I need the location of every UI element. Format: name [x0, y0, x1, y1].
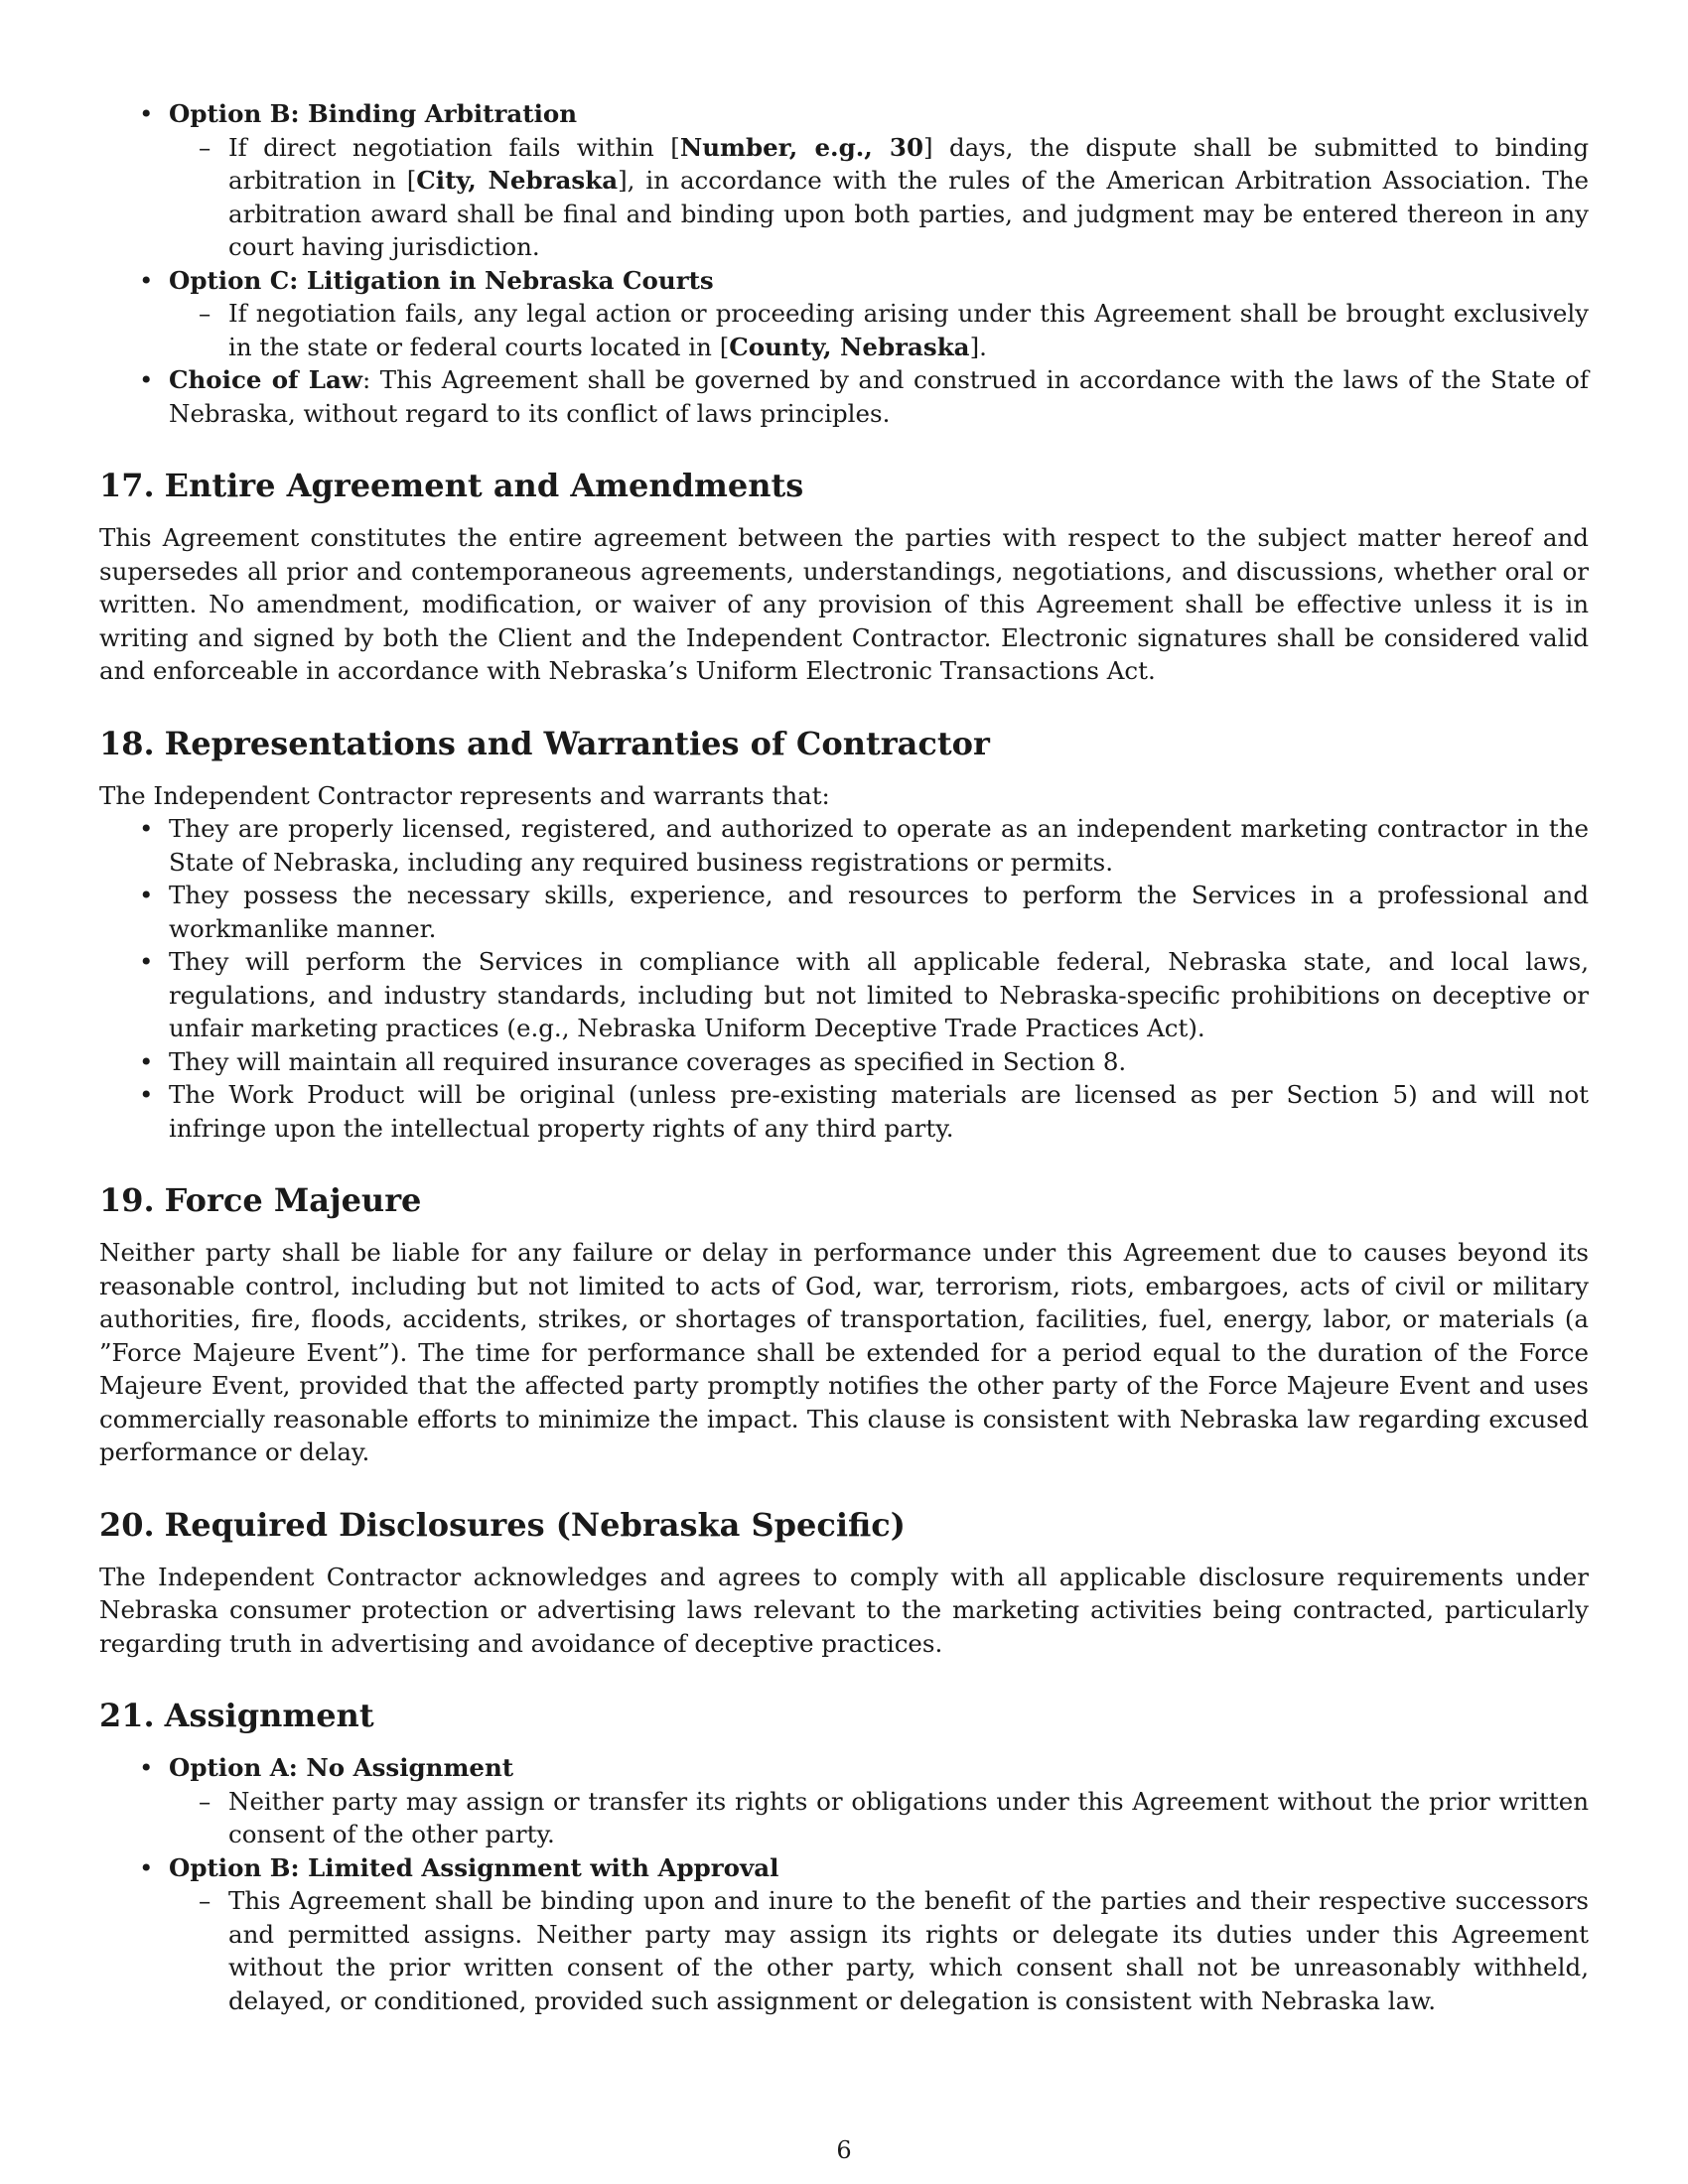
list-item: • The Work Product will be original (unless pre-existing materials are licensed as per Section 5) and will not infringe upon the intellectual property rights of any third party. [99, 1078, 1589, 1145]
section-heading-20 [99, 1505, 1589, 1545]
section-title: Representations and Warranties of Contractor [164, 724, 990, 762]
option-label: Option B: Binding Arbitration [169, 99, 578, 128]
section-heading-18 [99, 724, 1589, 763]
sub-list [169, 1785, 1589, 1851]
section-title: Required Disclosures (Nebraska Specific) [164, 1505, 906, 1544]
dispute-options-list [99, 97, 1589, 430]
section-number: 21. [99, 1697, 155, 1734]
list-item [99, 1751, 1589, 1851]
placeholder-text: City, Nebraska [416, 166, 619, 195]
sub-list-item [169, 297, 1589, 363]
option-label: Option A: No Assignment [169, 1753, 514, 1782]
section-intro: The Independent Contractor represents and warrants that: [99, 780, 830, 810]
section-paragraph: Neither party shall be liable for any failure or delay in performance under this Agreement due to causes beyond its reasonable control, including but not limited to acts of God, war, terrorism, riots, embargoes, acts of civil or military authorities, fire, floods, accidents, strikes, or shortages of transportation, facilities, fuel, energy, labor, or materials (a ”Force Majeure Event”). The time for performance shall be extended for a period equal to the duration of the Force Majeure Event, provided that the affected party promptly notifies the other party of the Force Majeure Event and uses commercially reasonable efforts to minimize the impact. This clause is consistent with Nebraska law regarding excused performance or delay. [99, 1238, 1589, 1466]
list-item [99, 264, 1589, 364]
section-heading-21 [99, 1696, 1589, 1735]
list-item [99, 97, 1589, 264]
section-title: Force Majeure [164, 1181, 422, 1219]
option-label: Option B: Limited Assignment with Approval [169, 1852, 779, 1882]
choice-of-law-label: Choice of Law [169, 365, 362, 394]
list-item [99, 1851, 1589, 2018]
list-item [99, 363, 1589, 430]
assignment-options-list [99, 1751, 1589, 2017]
sub-list-item [169, 131, 1589, 264]
section-number: 20. [99, 1505, 155, 1544]
option-label: Option C: Litigation in Nebraska Courts [169, 265, 714, 295]
list-item: • They are properly licensed, registered, and authorized to operate as an independent marketing contractor in the State of Nebraska, including any required business registrations or permits. [99, 812, 1589, 879]
text: If direct negotiation fails within [ [228, 132, 680, 162]
document-page [99, 97, 1589, 2017]
text: ]. [969, 332, 987, 361]
section-paragraph: The Independent Contractor acknowledges and agrees to comply with all applicable disclosure requirements under Nebraska consumer protection or advertising laws relevant to the marketing activities being contracted, particularly regarding truth in advertising and avoidance of deceptive practices. [99, 1562, 1589, 1658]
sub-list [169, 131, 1589, 264]
placeholder-text: County, Nebraska [729, 332, 970, 361]
section-number: 17. [99, 467, 155, 504]
list-item: • They possess the necessary skills, experience, and resources to perform the Services in a professional and workmanlike manner. [99, 879, 1589, 945]
section-heading-19 [99, 1180, 1589, 1220]
text: If negotiation fails, any legal action or proceeding arising under this Agreement shall be brought exclusively in the state or federal courts located in [ [228, 299, 1589, 361]
sub-list [169, 297, 1589, 363]
section-heading-17 [99, 466, 1589, 505]
text: : This Agreement shall be governed by and construed in accordance with the laws of the State of Nebraska, without regard to its conflict of laws principles. [169, 365, 1589, 428]
text: ] days, the dispute shall be submitted to binding arbitration in [ [228, 132, 1589, 195]
warranties-list [99, 812, 1589, 1145]
sub-list-item: – This Agreement shall be binding upon and inure to the benefit of the parties and their respective successors and permitted assigns. Neither party may assign its rights or delegate its duties under this Agreement without the prior written consent of the other party, which consent shall not be unreasonably withheld, delayed, or conditioned, provided such assignment or delegation is consistent with Nebraska law. [169, 1884, 1589, 2017]
page-number: 6 [836, 2136, 852, 2164]
section-title: Entire Agreement and Amendments [164, 467, 804, 504]
placeholder-text: Number, e.g., 30 [679, 132, 924, 162]
sub-list [169, 1884, 1589, 2017]
list-item: • They will perform the Services in compliance with all applicable federal, Nebraska state, and local laws, regulations, and industry standards, including but not limited to Nebraska-specific prohibitions on deceptive or unfair marketing practices (e.g., Nebraska Uniform Deceptive Trade Practices Act). [99, 945, 1589, 1045]
text: ], in accordance with the rules of the American Arbitration Association. The arbitration award shall be final and binding upon both parties, and judgment may be entered thereon in any court having jurisdiction. [228, 166, 1589, 261]
section-title: Assignment [164, 1697, 374, 1734]
section-paragraph: This Agreement constitutes the entire agreement between the parties with respect to the subject matter hereof and supersedes all prior and contemporaneous agreements, understandings, negotiations, and discussions, whether oral or written. No amendment, modification, or waiver of any provision of this Agreement shall be effective unless it is in writing and signed by both the Client and the Independent Contractor. Electronic signatures shall be considered valid and enforceable in accordance with Nebraska’s Uniform Electronic Transactions Act. [99, 523, 1589, 685]
section-number: 19. [99, 1181, 155, 1219]
sub-list-item: – Neither party may assign or transfer its rights or obligations under this Agreement without the prior written consent of the other party. [169, 1785, 1589, 1851]
section-number: 18. [99, 724, 155, 762]
list-item: • They will maintain all required insurance coverages as specified in Section 8. [99, 1045, 1589, 1079]
